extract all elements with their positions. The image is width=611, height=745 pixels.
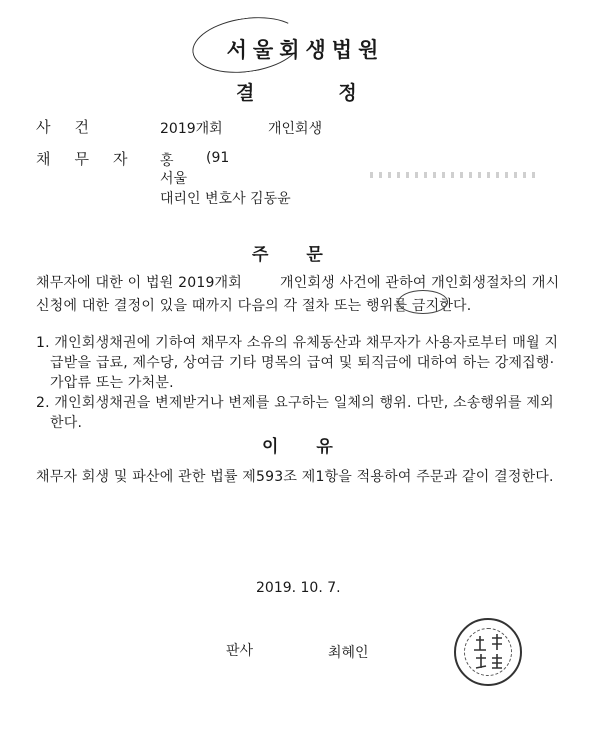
reason-text: 채무자 회생 및 파산에 관한 법률 제593조 제1항을 적용하여 주문과 같이 결정한다. — [36, 469, 554, 485]
order-item1-line3: 가압류 또는 가처분. — [50, 375, 174, 391]
order-intro-line2: 신청에 대한 결정이 있을 때까지 다음의 각 절차 또는 행위를 금지한다. — [36, 298, 472, 314]
judge-seal-stamp — [454, 618, 522, 686]
debtor-id: (91 — [206, 150, 230, 166]
debtor-address: 서울 — [160, 171, 188, 187]
order-item1-line2: 급받을 급료, 제수당, 상여금 기타 명목의 급여 및 퇴직금에 대하여 하는 강제집행· — [50, 355, 555, 371]
debtor-label: 채무자 — [36, 150, 152, 168]
judge-label: 판사 — [226, 643, 254, 659]
reason-heading: 이유 — [262, 437, 371, 457]
redacted-address — [370, 172, 540, 178]
case-number: 2019개회 — [160, 121, 223, 137]
debtor-agent: 대리인 변호사 김동윤 — [160, 191, 291, 207]
order-intro-line1: 채무자에 대한 이 법원 2019개회 — [36, 275, 242, 291]
order-intro-line1b: 개인회생 사건에 관하여 개인회생절차의 개시 — [280, 275, 560, 291]
case-type: 개인회생 — [268, 121, 323, 137]
decision-date: 2019. 10. 7. — [256, 580, 341, 596]
debtor-name: 홍 — [160, 153, 174, 169]
court-name: 서울회생법원 — [226, 37, 385, 62]
hand-drawn-circle-mark — [398, 290, 448, 314]
order-item2-line1: 2. 개인회생채권을 변제받거나 변제를 요구하는 일체의 행위. 다만, 소송행위를 제외 — [36, 395, 554, 411]
order-heading: 주문 — [252, 245, 361, 265]
judge-name: 최혜인 — [328, 645, 369, 661]
order-item1-line1: 1. 개인회생채권에 기하여 채무자 소유의 유체동산과 채무자가 사용자로부터 매월 지 — [36, 335, 559, 351]
order-item2-line2: 한다. — [50, 415, 83, 431]
document-title: 결정 — [236, 82, 441, 104]
case-label: 사건 — [36, 118, 113, 136]
